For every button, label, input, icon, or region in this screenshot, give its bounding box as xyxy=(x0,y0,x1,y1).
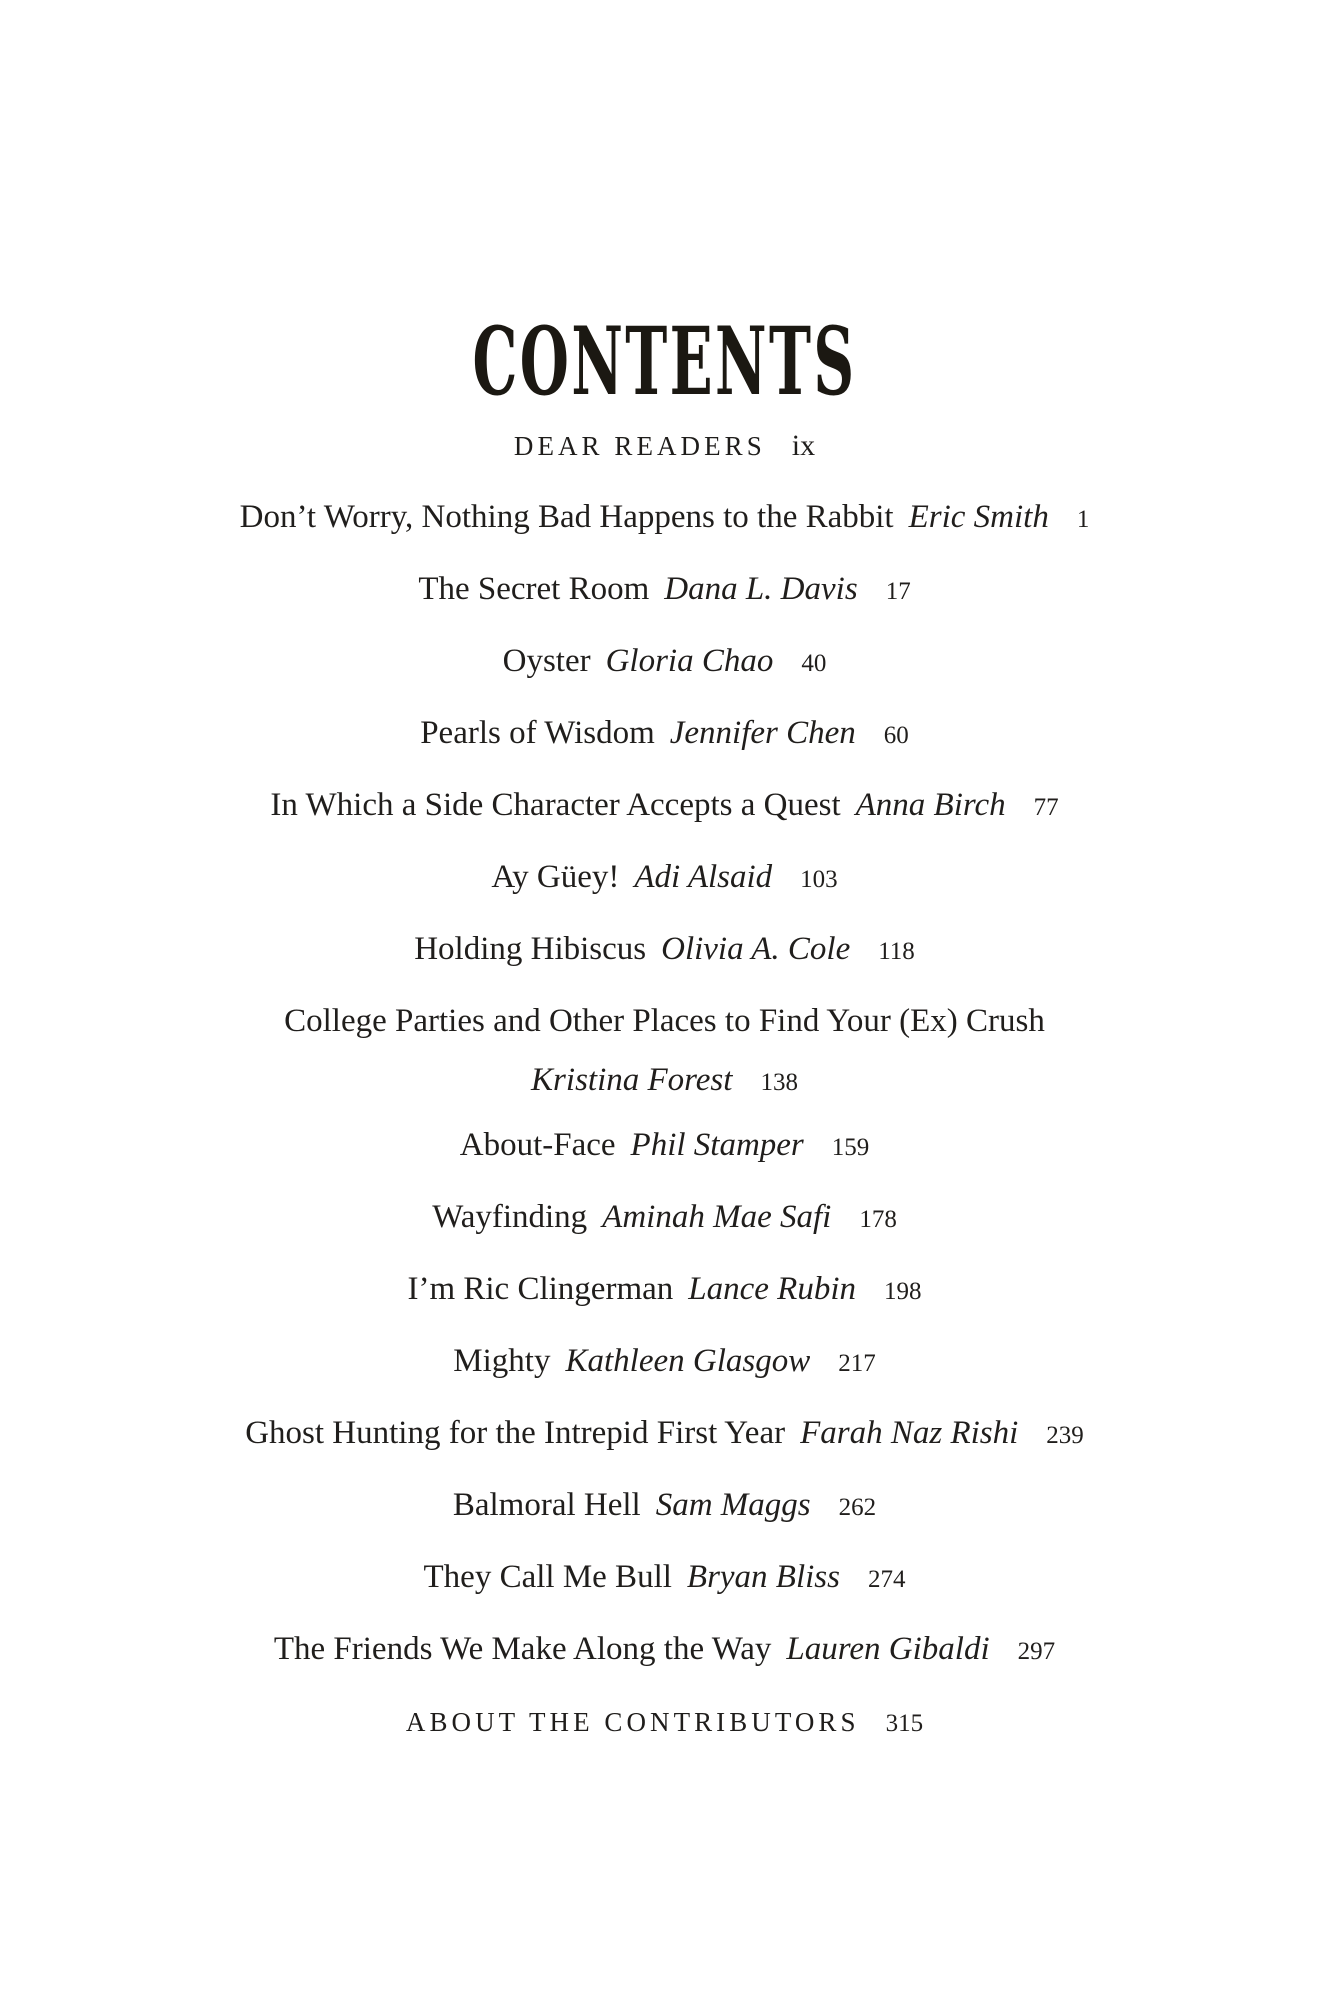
page-title: CONTENTS xyxy=(472,306,857,417)
entry-page: 198 xyxy=(884,1278,922,1305)
back-matter-label: ABOUT THE CONTRIBUTORS xyxy=(405,1707,860,1737)
entry-title: Pearls of Wisdom xyxy=(420,715,655,751)
entry-title: Wayfinding xyxy=(432,1199,588,1235)
entry-page: 77 xyxy=(1033,794,1059,821)
entry-title: About-Face xyxy=(459,1127,616,1163)
entry-author: Anna Birch xyxy=(855,787,1006,823)
entry-page: 60 xyxy=(883,722,909,749)
front-matter-page: ix xyxy=(791,429,816,462)
toc-entry[interactable] xyxy=(0,1181,1329,1253)
entry-page: 178 xyxy=(859,1206,897,1233)
toc-entry[interactable] xyxy=(0,1469,1329,1541)
toc-entry[interactable] xyxy=(0,841,1329,913)
entry-author: Olivia A. Cole xyxy=(661,931,851,967)
entry-author: Phil Stamper xyxy=(630,1127,804,1163)
entry-author: Gloria Chao xyxy=(605,643,774,679)
entry-author: Bryan Bliss xyxy=(686,1559,840,1595)
toc-entry[interactable] xyxy=(0,481,1329,553)
toc-entry[interactable] xyxy=(0,1613,1329,1685)
front-matter-label: DEAR READERS xyxy=(513,431,766,461)
entry-page: 159 xyxy=(831,1134,870,1161)
entry-page: 274 xyxy=(867,1566,906,1593)
table-of-contents xyxy=(0,409,1329,1757)
entry-author: Sam Maggs xyxy=(655,1487,811,1523)
entry-title: Ay Güey! xyxy=(491,859,620,895)
toc-entry[interactable] xyxy=(0,1397,1329,1469)
entry-title: Oyster xyxy=(502,643,591,679)
entry-page: 40 xyxy=(801,650,827,677)
toc-entry[interactable] xyxy=(0,1253,1329,1325)
toc-entry[interactable] xyxy=(0,913,1329,985)
toc-entry[interactable] xyxy=(0,1325,1329,1397)
toc-front-matter[interactable] xyxy=(0,409,1329,481)
entry-page: 17 xyxy=(885,578,911,605)
entry-page: 297 xyxy=(1017,1638,1056,1665)
entry-page: 262 xyxy=(838,1494,877,1521)
entry-author: Eric Smith xyxy=(908,499,1049,535)
toc-entry[interactable] xyxy=(0,985,1329,1057)
entry-title: Holding Hibiscus xyxy=(414,931,647,967)
entry-title: The Secret Room xyxy=(418,571,650,607)
entry-page: 217 xyxy=(838,1350,876,1377)
toc-entry-continuation[interactable] xyxy=(0,1057,1329,1109)
back-matter-page: 315 xyxy=(885,1710,924,1737)
entry-author: Kristina Forest xyxy=(531,1062,733,1098)
entry-author: Lauren Gibaldi xyxy=(786,1631,990,1667)
entry-title: In Which a Side Character Accepts a Quest xyxy=(270,787,841,823)
entry-title: Ghost Hunting for the Intrepid First Year xyxy=(245,1415,786,1451)
entry-title: I’m Ric Clingerman xyxy=(407,1271,674,1307)
entry-title: Don’t Worry, Nothing Bad Happens to the Rabbit xyxy=(239,499,894,535)
toc-entry[interactable] xyxy=(0,1541,1329,1613)
entry-title: Balmoral Hell xyxy=(452,1487,641,1523)
entry-page: 1 xyxy=(1076,506,1090,533)
entry-author: Aminah Mae Safi xyxy=(602,1199,832,1235)
entry-page: 118 xyxy=(878,938,915,965)
entry-author: Farah Naz Rishi xyxy=(800,1415,1019,1451)
toc-entry[interactable] xyxy=(0,625,1329,697)
entry-title: The Friends We Make Along the Way xyxy=(273,1631,772,1667)
entry-author: Jennifer Chen xyxy=(669,715,856,751)
entry-author: Kathleen Glasgow xyxy=(565,1343,811,1379)
entry-page: 138 xyxy=(760,1069,798,1096)
entry-author: Adi Alsaid xyxy=(634,859,773,895)
toc-entry[interactable] xyxy=(0,553,1329,625)
entry-page: 239 xyxy=(1046,1422,1084,1449)
entry-title: Mighty xyxy=(453,1343,551,1379)
toc-back-matter[interactable] xyxy=(0,1685,1329,1757)
entry-title: College Parties and Other Places to Find Your (Ex) Crush xyxy=(284,1003,1045,1039)
toc-entry[interactable] xyxy=(0,1109,1329,1181)
entry-page: 103 xyxy=(800,866,838,893)
toc-entry[interactable] xyxy=(0,769,1329,841)
entry-author: Lance Rubin xyxy=(688,1271,856,1307)
toc-entry[interactable] xyxy=(0,697,1329,769)
entry-author: Dana L. Davis xyxy=(664,571,858,607)
entry-title: They Call Me Bull xyxy=(423,1559,672,1595)
